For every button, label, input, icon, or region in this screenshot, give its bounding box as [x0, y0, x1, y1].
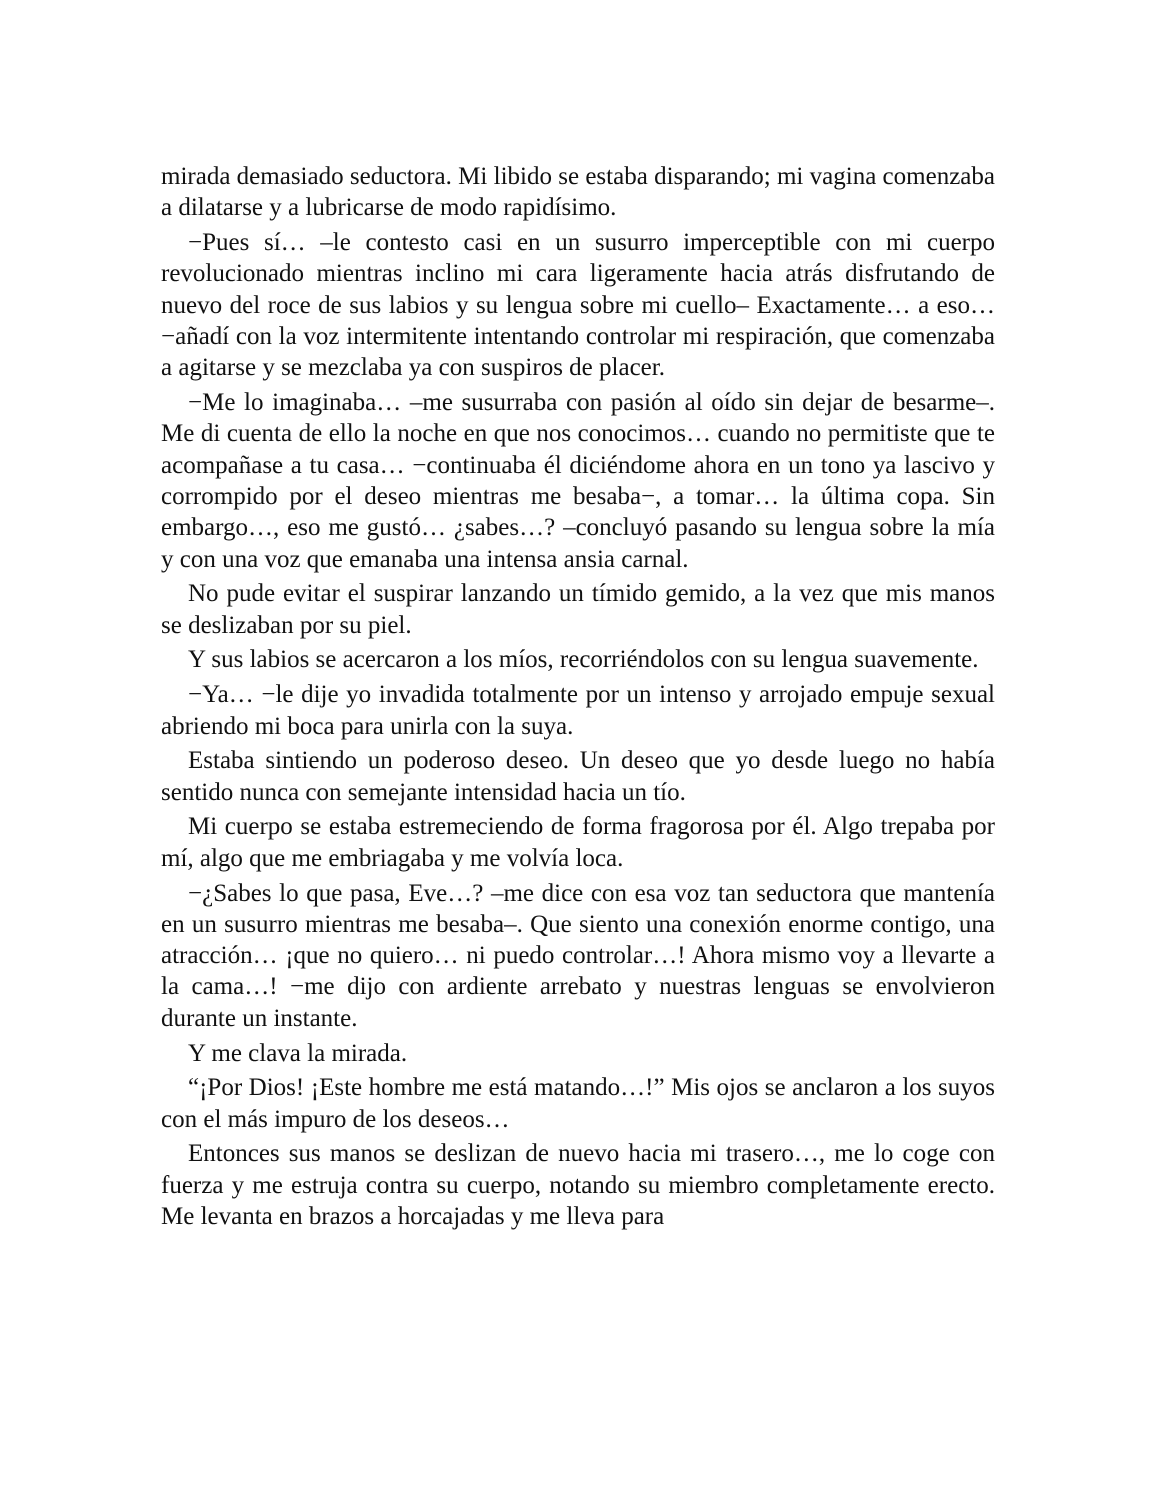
paragraph: Y me clava la mirada.	[188, 1039, 408, 1067]
paragraph: −Ya… −le dije yo invadida totalmente por un intenso y arrojado empuje sexual abriendo mi boca para unirla con la suya.	[161, 681, 995, 740]
page-body	[161, 161, 995, 1236]
paragraph: No pude evitar el suspirar lanzando un tímido gemido, a la vez que mis manos se deslizaban por su piel.	[161, 580, 995, 639]
paragraph: −Pues sí… –le contesto casi en un susurro imperceptible con mi cuerpo revolucionado mientras inclino mi cara ligeramente hacia atrás disfrutando de nuevo del roce de sus labios y su lengua sobre mi cuello– Exactamente… a eso… −añadí con la voz intermitente intentando controlar mi respiración, que comenzaba a agitarse y se mezclaba ya con suspiros de placer.	[161, 229, 995, 382]
paragraph: “¡Por Dios! ¡Este hombre me está matando…!” Mis ojos se anclaron a los suyos con el más impuro de los deseos…	[161, 1074, 995, 1133]
paragraph: Mi cuerpo se estaba estremeciendo de forma fragorosa por él. Algo trepaba por mí, algo que me embriagaba y me volvía loca.	[161, 813, 995, 872]
paragraph: Y sus labios se acercaron a los míos, recorriéndolos con su lengua suavemente.	[188, 646, 979, 674]
paragraph: Estaba sintiendo un poderoso deseo. Un deseo que yo desde luego no había sentido nunca con semejante intensidad hacia un tío.	[161, 747, 995, 806]
paragraph-continuation: mirada demasiado seductora. Mi libido se estaba disparando; mi vagina comenzaba a dilatarse y a lubricarse de modo rapidísimo.	[161, 163, 995, 222]
paragraph: Entonces sus manos se deslizan de nuevo hacia mi trasero…, me lo coge con fuerza y me estruja contra su cuerpo, notando su miembro completamente erecto. Me levanta en brazos a horcajadas y me lleva para	[161, 1140, 995, 1230]
paragraph: −Me lo imaginaba… –me susurraba con pasión al oído sin dejar de besarme–. Me di cuenta de ello la noche en que nos conocimos… cuando no permitiste que te acompañase a tu casa… −continuaba él diciéndome ahora en un tono ya lascivo y corrompido por el deseo mientras me besaba−, a tomar… la última copa. Sin embargo…, eso me gustó… ¿sabes…? –concluyó pasando su lengua sobre la mía y con una voz que emanaba una intensa ansia carnal.	[161, 389, 995, 573]
paragraph: −¿Sabes lo que pasa, Eve…? –me dice con esa voz tan seductora que mantenía en un susurro mientras me besaba–. Que siento una conexión enorme contigo, una atracción… ¡que no quiero… ni puedo controlar…! Ahora mismo voy a llevarte a la cama…! −me dijo con ardiente arrebato y nuestras lenguas se envolvieron durante un instante.	[161, 879, 995, 1032]
